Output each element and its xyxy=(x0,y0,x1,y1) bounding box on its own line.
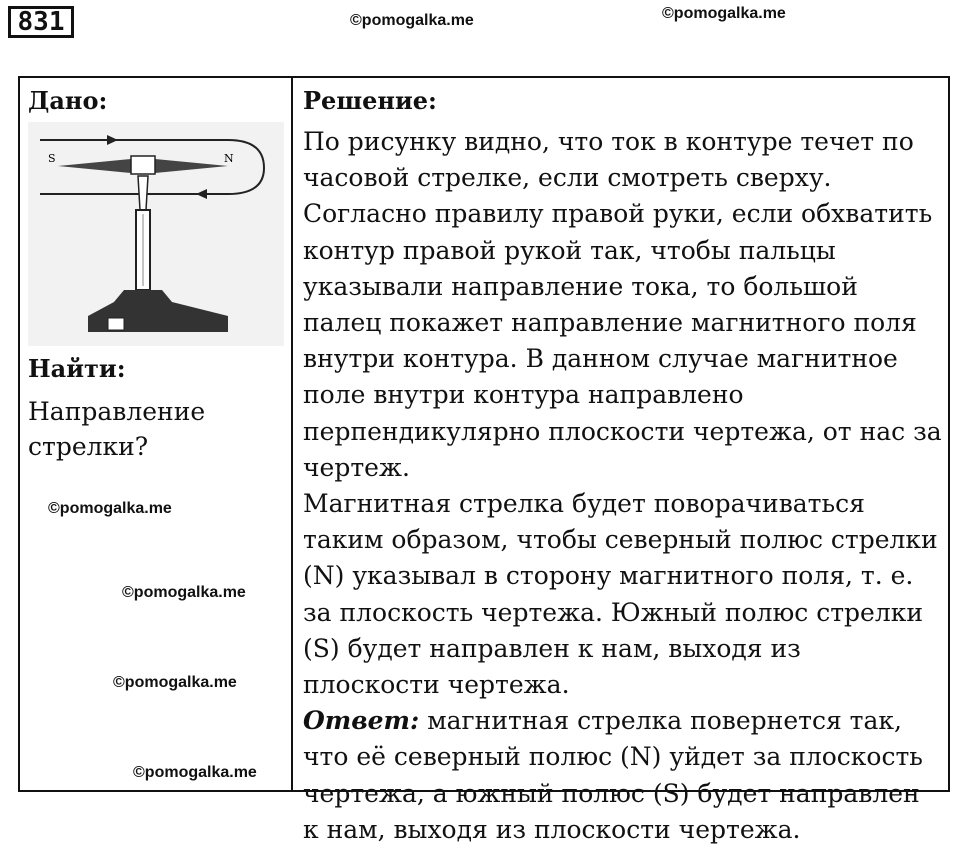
pole-s-label: S xyxy=(48,152,56,165)
solution-body xyxy=(303,124,943,848)
solution-heading: Решение: xyxy=(303,86,437,115)
watermark: ©pomogalka.me xyxy=(662,5,786,22)
given-heading: Дано: xyxy=(28,86,108,115)
pole-n-label: N xyxy=(224,152,234,165)
problem-number: 831 xyxy=(8,6,74,38)
solution-paragraph: Согласно правилу правой руки, если обхватить контур правой рукой так, чтобы пальцы указывали направление тока, то большой палец покажет направление магнитного поля внутри контура. В данном случае магнитное поле внутри контура направлено перпендикулярно плоскости чертежа, от нас за чертеж. xyxy=(303,199,942,482)
solution-paragraph: Магнитная стрелка будет поворачиваться таким образом, чтобы северный полюс стрелки (N) указывал в сторону магнитного поля, т. е. за плоскость чертежа. Южный полюс стрелки (S) будет направлен к нам, выходя из плоскости чертежа. xyxy=(303,489,938,700)
answer-label: Ответ: xyxy=(303,706,420,736)
watermark: ©pomogalka.me xyxy=(48,500,172,517)
watermark: ©pomogalka.me xyxy=(133,764,257,781)
watermark: ©pomogalka.me xyxy=(122,584,246,601)
answer-text: магнитная стрелка повернется так, что её северный полюс (N) уйдет за плоскость чертежа, а южный полюс (S) будет направлен к нам, выходя из плоскости чертежа. xyxy=(303,706,923,844)
watermark: ©pomogalka.me xyxy=(113,674,237,691)
problem-table xyxy=(18,76,950,844)
given-column xyxy=(20,78,291,790)
compass-over-loop-figure xyxy=(28,122,284,346)
watermark: ©pomogalka.me xyxy=(350,12,474,29)
find-question: Направление стрелки? xyxy=(28,397,206,461)
answer-paragraph xyxy=(303,703,943,848)
solution-paragraph: По рисунку видно, что ток в контуре течет по часовой стрелке, если смотреть сверху. xyxy=(303,127,914,193)
solution-column xyxy=(293,78,948,844)
find-heading: Найти: xyxy=(28,354,126,383)
